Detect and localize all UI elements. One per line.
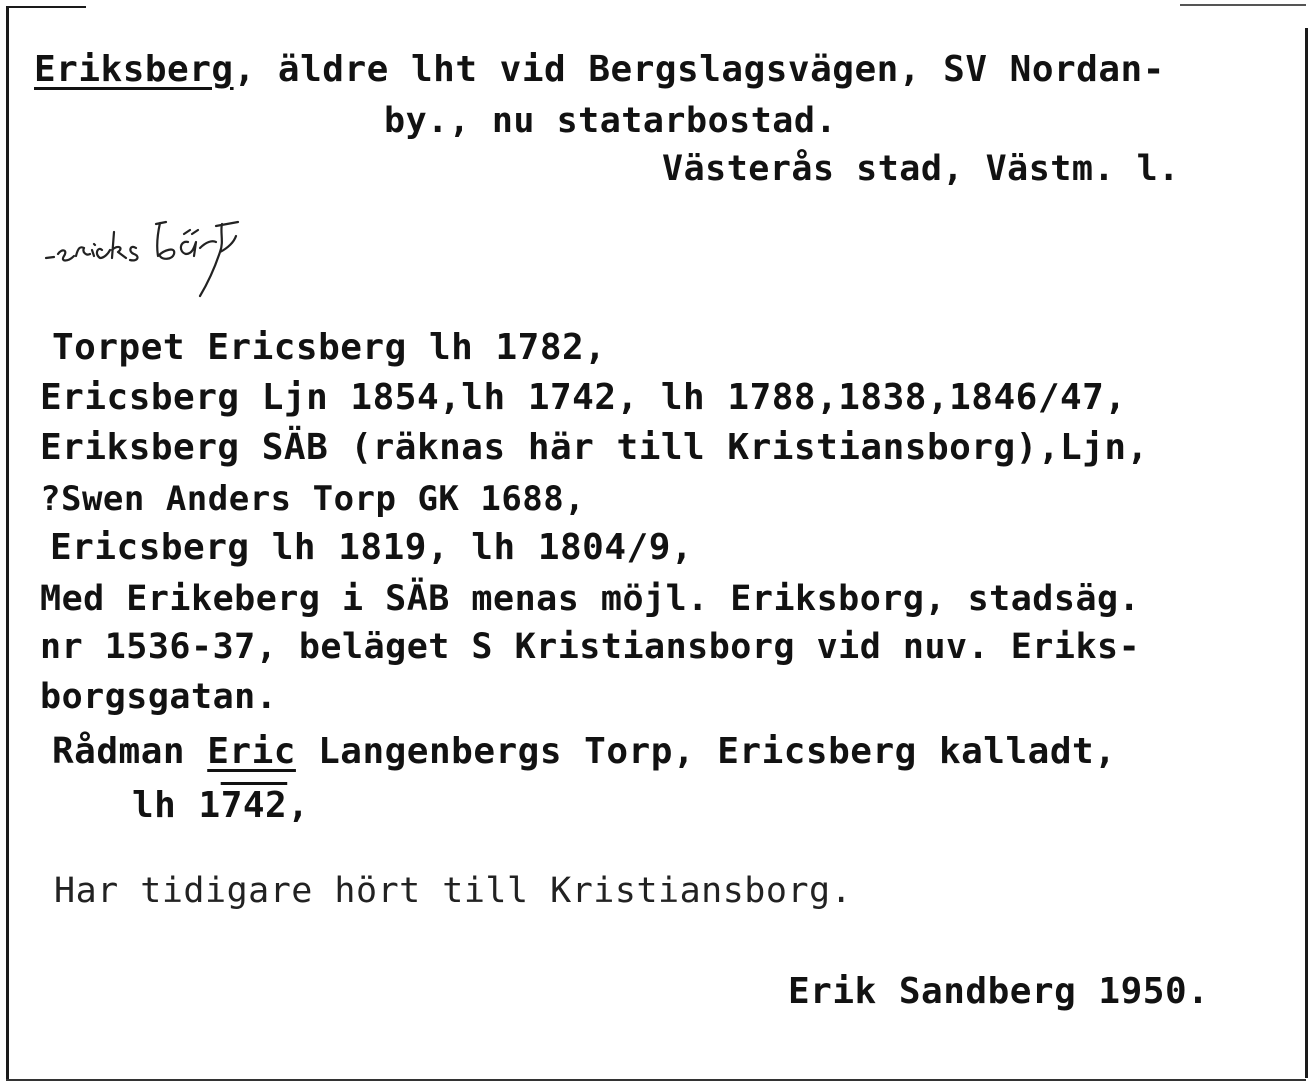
radman-text-rest: Langenbergs Torp, Ericsberg kalladt, (295, 731, 1117, 772)
header-line-2: by., nu statarbostad. (384, 101, 838, 141)
scan-border-top (6, 6, 86, 8)
place-name: Eriksberg (34, 49, 234, 90)
entry-line: Ericsberg Ljn 1854,lh 1742, lh 1788,1838,1846/47, (40, 377, 1127, 418)
entry-line: Med Erikeberg i SÄB menas möjl. Eriksborg, stadsäg. (40, 579, 1141, 619)
entry-line: Eriksberg SÄB (räknas här till Kristiansborg),Ljn, (40, 427, 1149, 468)
entry-line: Ericsberg lh 1819, lh 1804/9, (50, 527, 694, 568)
entry-line: ?Swen Anders Torp GK 1688, (40, 479, 586, 519)
header-line-3: Västerås stad, Västm. l. (662, 149, 1180, 189)
handwritten-note (44, 212, 374, 302)
header-line-1-rest: , äldre lht vid Bergslagsvägen, SV Nordan- (233, 49, 1165, 90)
radman-comma: , (287, 785, 310, 826)
entry-line: nr 1536-37, beläget S Kristiansborg vid nuv. Eriks- (40, 627, 1141, 667)
signature: Erik Sandberg 1950. (788, 971, 1210, 1012)
scan-border-top-right (1180, 4, 1306, 6)
radman-underlined-name: Eric (207, 731, 296, 772)
note-line: Har tidigare hört till Kristiansborg. (54, 871, 853, 911)
header-line-1 (34, 49, 1165, 90)
radman-line (52, 731, 1117, 772)
entry-line: Torpet Ericsberg lh 1782, (52, 327, 607, 368)
radman-lh: lh 1 (132, 785, 221, 826)
scan-border-right (1305, 28, 1308, 1078)
radman-line-2 (132, 785, 310, 826)
radman-year-overlined: 742 (220, 785, 288, 826)
scan-border-left (6, 6, 9, 1081)
radman-text: Rådman (52, 731, 208, 772)
scan-border-bottom (6, 1079, 1306, 1081)
entry-line: borgsgatan. (40, 677, 278, 717)
